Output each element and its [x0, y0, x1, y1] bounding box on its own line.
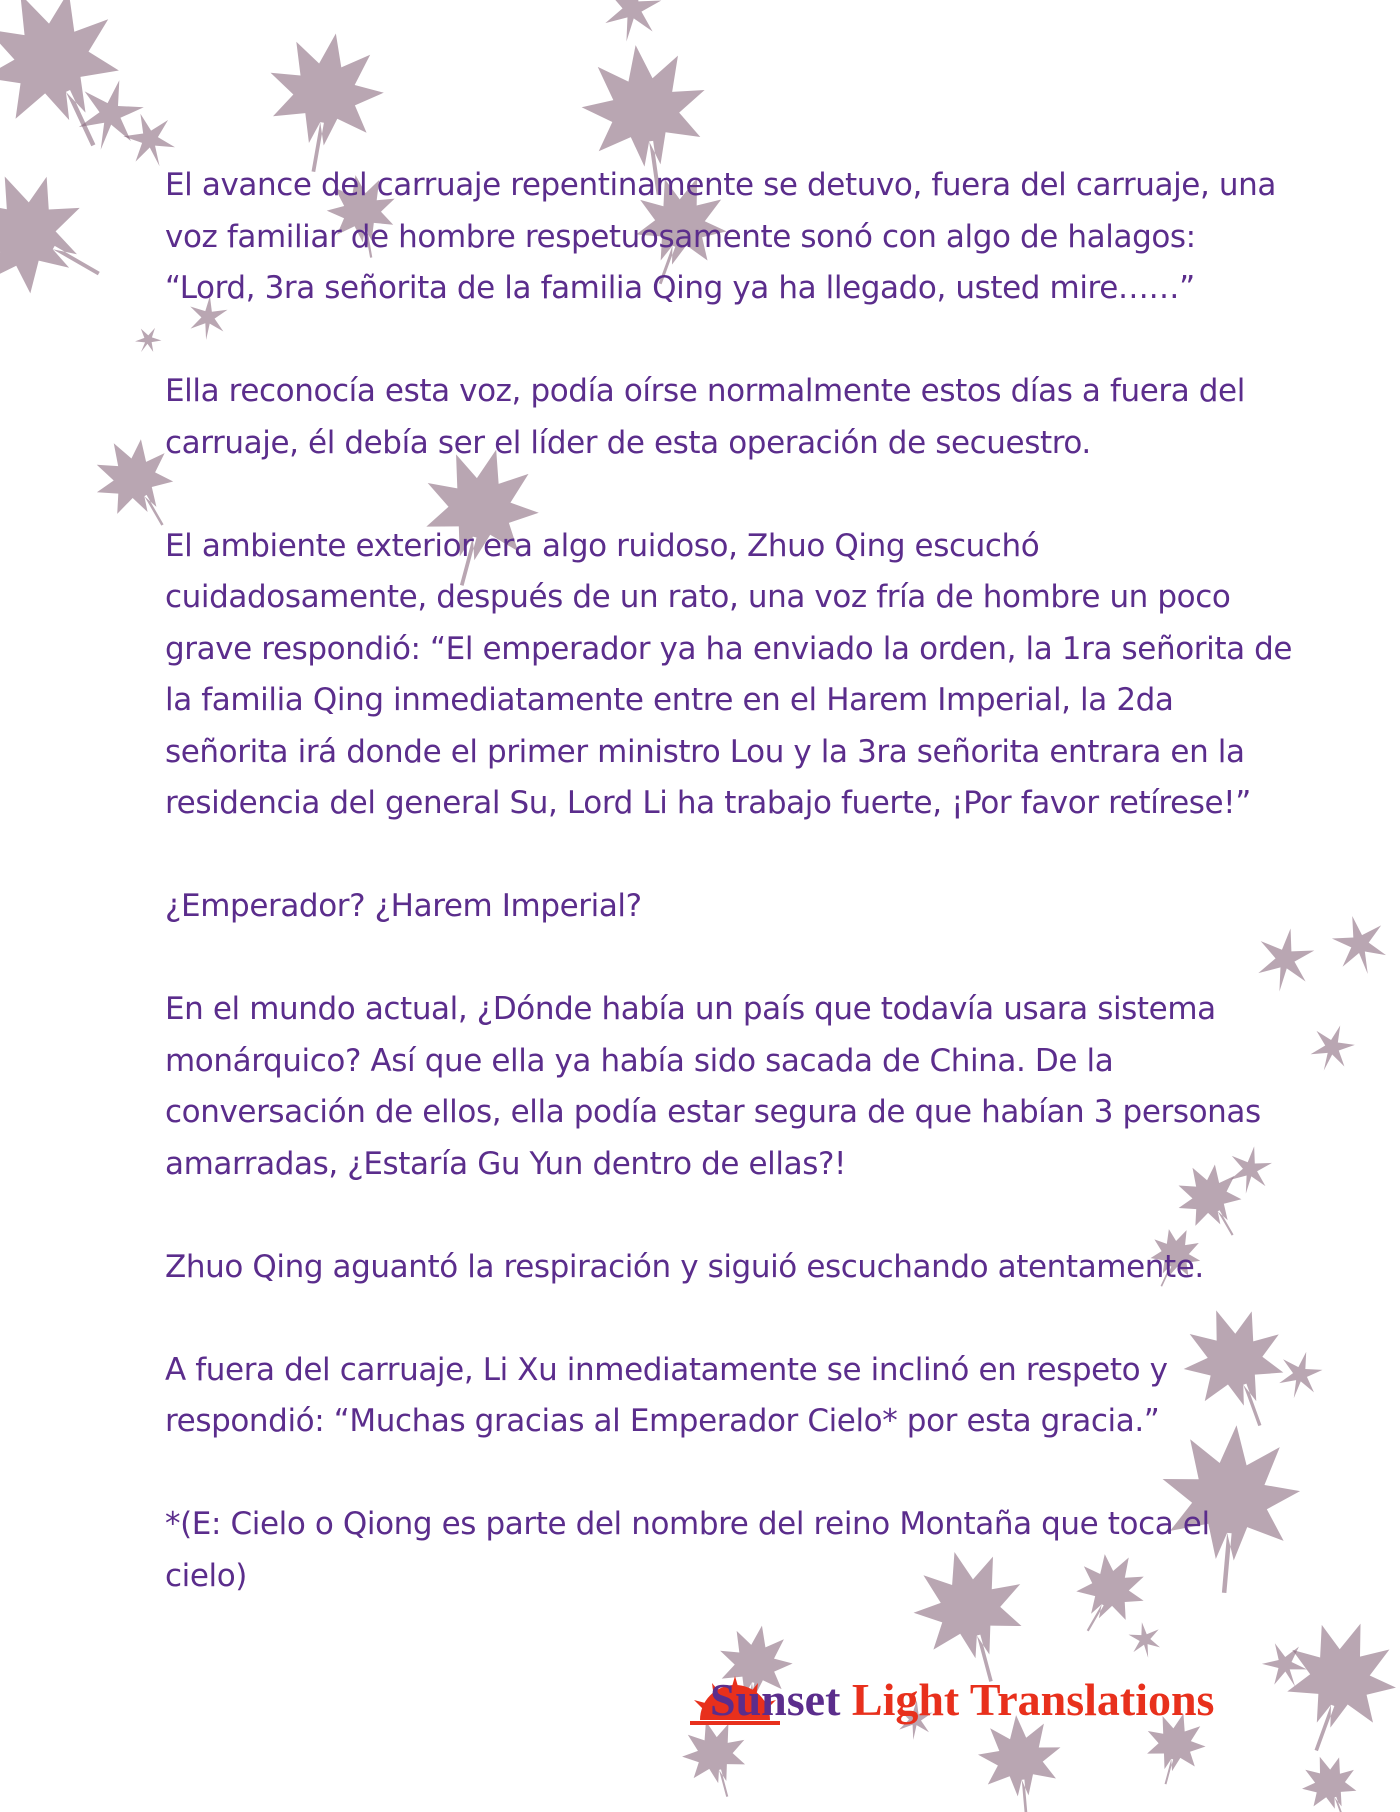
paragraph: El avance del carruaje repentinamente se detuvo, fuera del carruaje, una voz familiar de hombre respetuosamente sonó con algo de halagos: “Lord, 3ra señorita de la familia Qing ya ha llegado, usted mire……” [165, 167, 1276, 306]
maple-leaf-icon [600, 0, 665, 46]
paragraph: A fuera del carruaje, Li Xu inmediatamente se inclinó en respeto y respondió: “Muchas gracias al Emperador Cielo* por esta gracia.” [165, 1351, 1168, 1439]
brand-name-part1: Sunset [710, 1674, 841, 1725]
maple-leaf-icon [1328, 909, 1393, 980]
paragraph: Zhuo Qing aguantó la respiración y siguió escuchando atentamente. [165, 1248, 1204, 1285]
maple-leaf-icon [131, 322, 166, 358]
paragraph: Ella reconocía esta voz, podía oírse normalmente estos días a fuera del carruaje, él debía ser el líder de esta operación de secuestro. [165, 373, 1245, 461]
maple-leaf-icon [0, 151, 128, 327]
paragraph: El ambiente exterior era algo ruidoso, Zhuo Qing escuchó cuidadosamente, después de un rato, una voz fría de hombre un poco grave respondió: “El emperador ya ha enviado la orden, la 1ra señorita de la familia Qing inmediatamente entre en el Harem Imperial, la 2da señorita irá donde el primer ministro Lou y la 3ra señorita entrara en la residencia del general Su, Lord Li ha trabajo fuerte, ¡Por favor retírese!” [165, 527, 1293, 821]
maple-leaf-icon [255, 23, 393, 181]
maple-leaf-icon [1294, 1747, 1369, 1812]
maple-leaf-icon [71, 72, 149, 157]
paragraph: *(E: Cielo o Qiong es parte del nombre del reino Montaña que toca el cielo) [165, 1506, 1210, 1594]
maple-leaf-icon [0, 0, 154, 175]
maple-leaf-icon [1305, 1018, 1360, 1077]
document-text [165, 160, 1295, 1654]
brand-name [710, 1672, 1214, 1728]
brand-name-part2: Light Translations [851, 1674, 1215, 1725]
paragraph: En el mundo actual, ¿Dónde había un país que todavía usara sistema monárquico? Así que ella ya había sido sacada de China. De la conversación de ellos, ella podía estar segura de que habían 3 personas amarradas, ¿Estaría Gu Yun dentro de ellas?! [165, 991, 1261, 1182]
paragraph: ¿Emperador? ¿Harem Imperial? [165, 888, 642, 924]
brand-logo [690, 1672, 1310, 1732]
